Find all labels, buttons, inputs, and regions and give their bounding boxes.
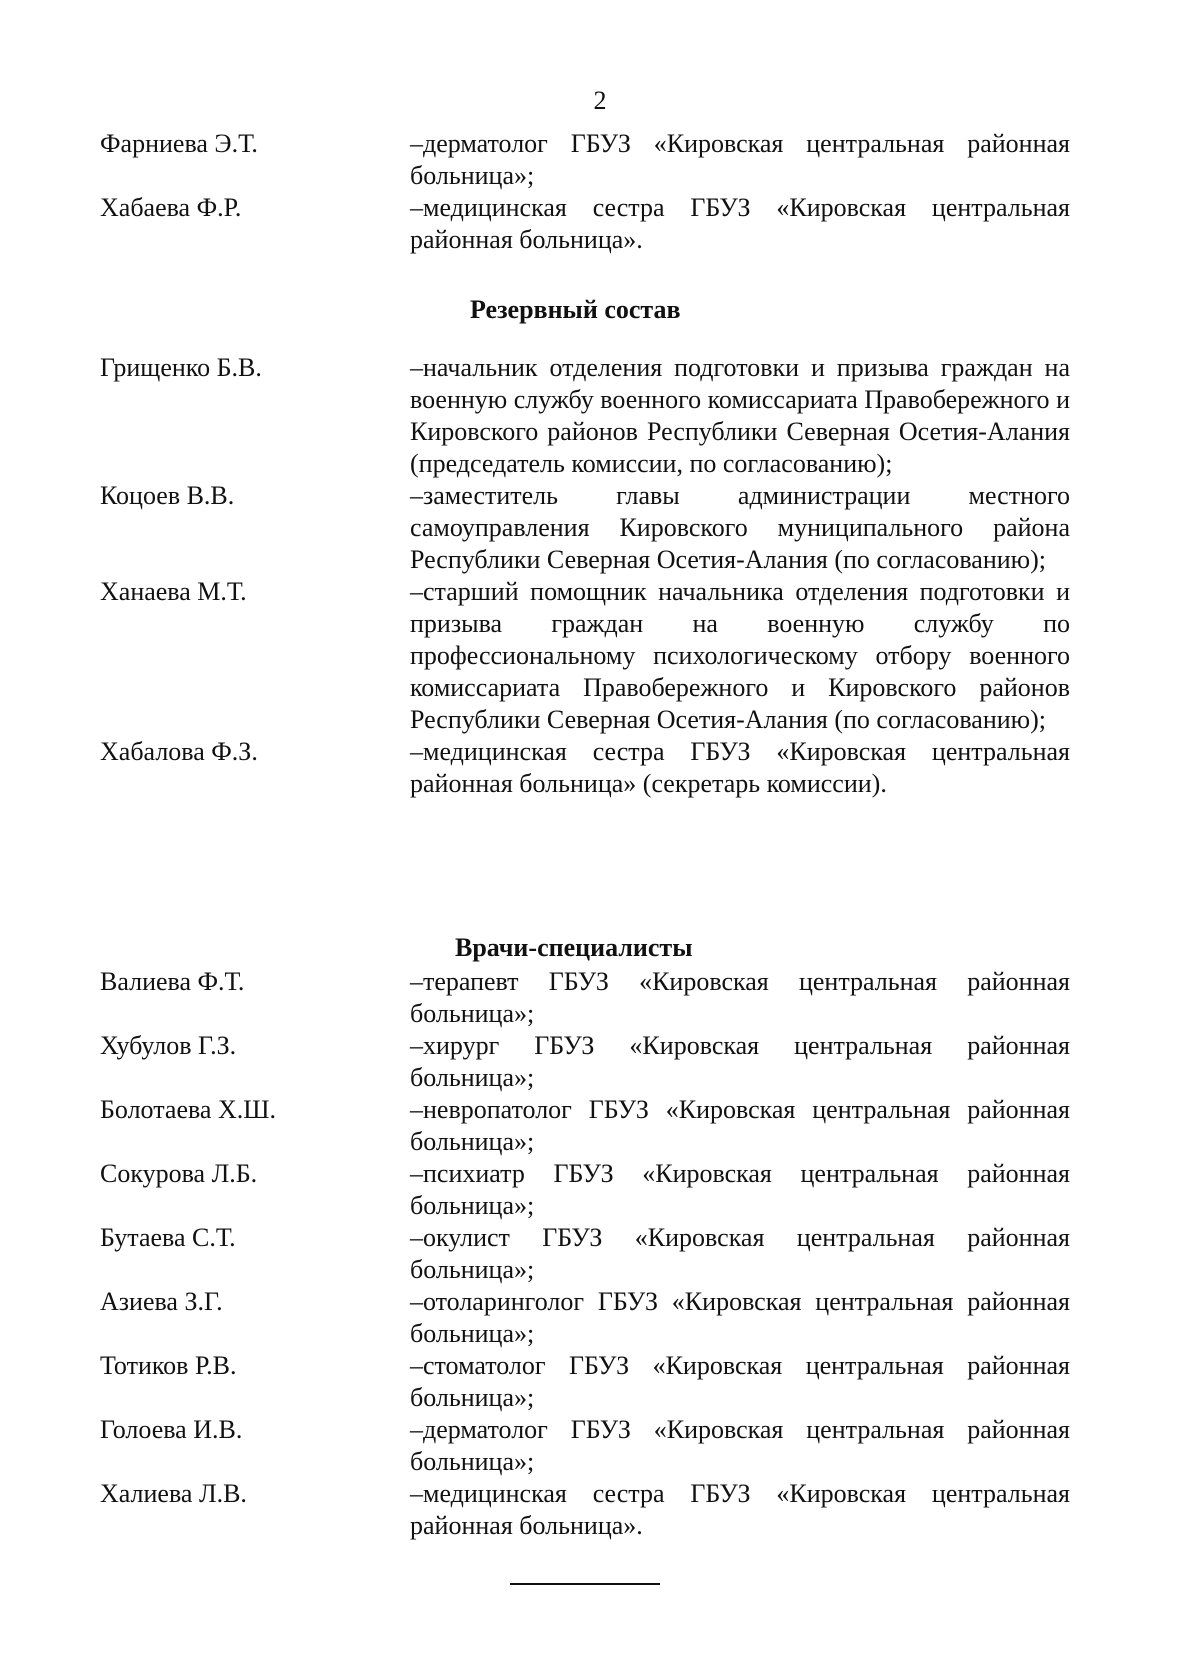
list-item <box>100 736 1070 800</box>
member-position: –старший помощник начальника отделения подготовки и призыва граждан на военную службу по профессиональному психологическому отбору военного комиссариата Правобережного и Кировского районов Республики Северная Осетия-Алания (по согласованию); <box>410 577 1070 734</box>
list-item <box>100 966 1070 1030</box>
list-item <box>100 576 1070 736</box>
page-number: 2 <box>593 86 607 115</box>
reserve-composition <box>100 352 1070 800</box>
list-item <box>100 192 1070 256</box>
section-heading-reserve: Резервный состав <box>470 295 681 324</box>
member-position: –терапевт ГБУЗ «Кировская центральная районная больница»; <box>410 967 1070 1028</box>
member-position: –невропатолог ГБУЗ «Кировская центральная районная больница»; <box>410 1095 1070 1156</box>
member-name: Азиева З.Г. <box>100 1287 223 1316</box>
member-name: Бутаева С.Т. <box>100 1223 236 1252</box>
list-item <box>100 1222 1070 1286</box>
member-name: Болотаева Х.Ш. <box>100 1095 276 1124</box>
section-heading-specialists: Врачи-специалисты <box>455 933 693 962</box>
member-name: Коцоев В.В. <box>100 481 235 510</box>
list-item <box>100 1286 1070 1350</box>
list-item <box>100 128 1070 192</box>
member-name: Сокурова Л.Б. <box>100 1159 258 1188</box>
list-item <box>100 1158 1070 1222</box>
member-name: Хабаева Ф.Р. <box>100 193 242 222</box>
member-name: Ханаева М.Т. <box>100 577 247 606</box>
list-item <box>100 1414 1070 1478</box>
member-position: –хирург ГБУЗ «Кировская центральная районная больница»; <box>410 1031 1070 1092</box>
list-item <box>100 1030 1070 1094</box>
member-position: –медицинская сестра ГБУЗ «Кировская центральная районная больница». <box>410 193 1070 254</box>
member-name: Фарниева Э.Т. <box>100 129 258 158</box>
member-position: –медицинская сестра ГБУЗ «Кировская центральная районная больница» (секретарь комиссии). <box>410 737 1070 798</box>
member-position: –медицинская сестра ГБУЗ «Кировская центральная районная больница». <box>410 1479 1070 1540</box>
member-name: Грищенко Б.В. <box>100 353 262 382</box>
end-rule <box>510 1583 660 1585</box>
member-position: –дерматолог ГБУЗ «Кировская центральная районная больница»; <box>410 1415 1070 1476</box>
specialists-composition <box>100 966 1070 1542</box>
list-item <box>100 1478 1070 1542</box>
member-name: Тотиков Р.В. <box>100 1351 237 1380</box>
member-position: –начальник отделения подготовки и призыва граждан на военную службу военного комиссариата Правобережного и Кировского районов Республики Северная Осетия-Алания (председатель комиссии, по согласованию); <box>410 353 1070 478</box>
member-position: –заместитель главы администрации местного самоуправления Кировского муниципального района Республики Северная Осетия-Алания (по согласованию); <box>410 481 1070 574</box>
member-name: Халиева Л.В. <box>100 1479 247 1508</box>
list-item <box>100 1094 1070 1158</box>
main-composition-continued <box>100 128 1070 256</box>
list-item <box>100 1350 1070 1414</box>
member-name: Хабалова Ф.З. <box>100 737 258 766</box>
member-name: Хубулов Г.З. <box>100 1031 237 1060</box>
member-name: Валиева Ф.Т. <box>100 967 245 996</box>
member-name: Голоева И.В. <box>100 1415 243 1444</box>
member-position: –дерматолог ГБУЗ «Кировская центральная районная больница»; <box>410 129 1070 190</box>
member-position: –окулист ГБУЗ «Кировская центральная районная больница»; <box>410 1223 1070 1284</box>
list-item <box>100 352 1070 480</box>
member-position: –стоматолог ГБУЗ «Кировская центральная районная больница»; <box>410 1351 1070 1412</box>
member-position: –отоларинголог ГБУЗ «Кировская центральная районная больница»; <box>410 1287 1070 1348</box>
list-item <box>100 480 1070 576</box>
member-position: –психиатр ГБУЗ «Кировская центральная районная больница»; <box>410 1159 1070 1220</box>
